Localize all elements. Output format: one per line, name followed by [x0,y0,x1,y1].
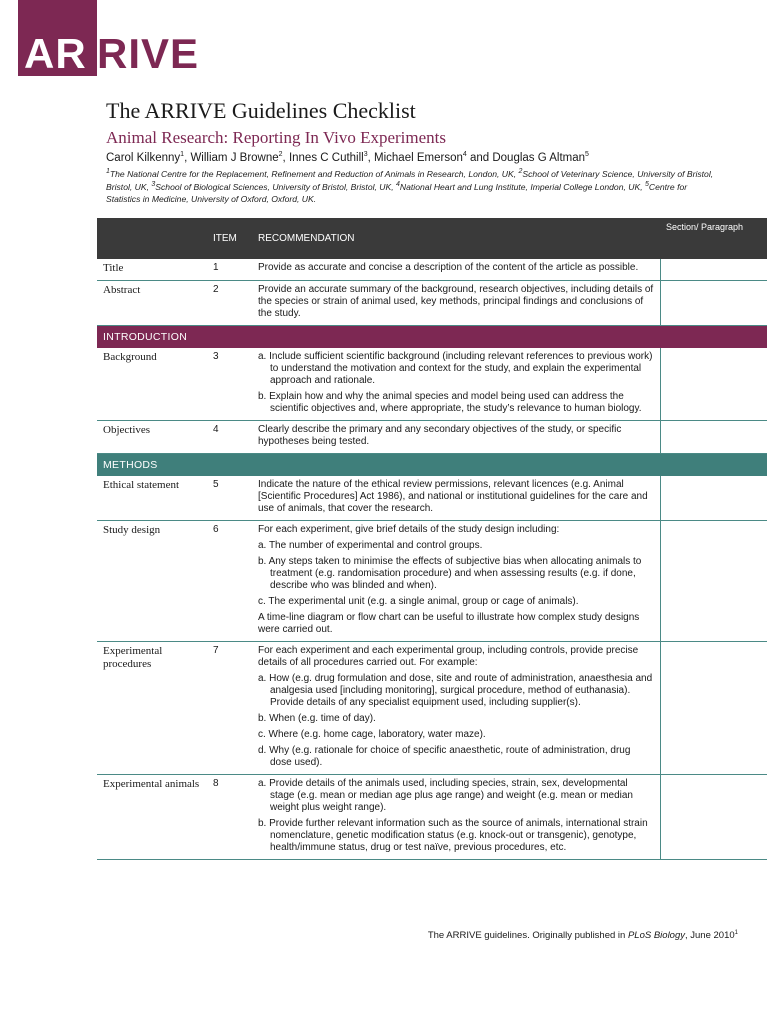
recommendation-subitem: a. How (e.g. drug formulation and dose, site and route of administration, anaesthesia and analgesia used [including monitoring], surgical procedure, method of euthanasia). Provide details of any specialist equipment used, including supplier(s). [258,673,653,708]
affiliation-sup: 5 [644,180,649,188]
section-paragraph-field[interactable] [660,775,767,860]
table-row [97,259,767,281]
row-section: Ethical statement [97,476,207,521]
row-recommendation [252,281,660,326]
footer-citation [428,930,738,941]
section-paragraph-field[interactable] [660,421,767,454]
author-name: Michael Emerson [374,152,463,164]
affiliation-sup: 1 [106,168,110,176]
author-list [106,150,589,166]
author-name: William J Browne [190,152,279,164]
row-section: Background [97,348,207,421]
author-name: Carol Kilkenny [106,152,181,164]
author-name: Douglas G Altman [492,152,586,164]
page-title: The ARRIVE Guidelines Checklist [106,98,416,123]
arrive-logo [18,0,199,76]
header-section [97,218,207,259]
table-body [97,259,767,860]
table-row [97,348,767,421]
author-sep: , [367,152,375,164]
footer-journal: PLoS Biology [627,930,685,941]
row-recommendation [252,259,660,281]
section-paragraph-field[interactable] [660,259,767,281]
author-sup: 4 [462,151,467,159]
section-paragraph-field[interactable] [660,476,767,521]
row-recommendation [252,521,660,642]
footer-date: , June 2010 [685,930,735,941]
recommendation-subitem: a. The number of experimental and control groups. [258,540,483,551]
table-row [97,521,767,642]
row-recommendation [252,421,660,454]
recommendation-subitem: b. Explain how and why the animal species and model being used can address the scientific objectives and, where appropriate, the study’s relevance to human biology. [258,391,642,414]
row-section: Abstract [97,281,207,326]
row-recommendation [252,775,660,860]
recommendation-text: A time-line diagram or flow chart can be useful to illustrate how complex study designs were carried out. [258,612,640,635]
recommendation-subitem: a. Provide details of the animals used, including species, strain, sex, developmental stage (e.g. mean or median age plus age range) and weight (e.g. mean or median weight plus weight range). [258,778,633,813]
footer-sup: 1 [734,929,738,936]
author-sup: 1 [180,151,185,159]
section-band-label: INTRODUCTION [97,326,767,349]
row-section: Objectives [97,421,207,454]
page-subtitle: Animal Research: Reporting In Vivo Experiments [106,128,447,147]
table-row [97,642,767,775]
section-band-intro [97,326,767,349]
checklist-table [97,218,767,860]
footer-text: The ARRIVE guidelines. Originally published in [427,930,628,941]
row-item-number: 4 [207,421,252,454]
affiliation-text: National Heart and Lung Institute, Imperial College London, UK, [399,181,645,192]
section-paragraph-field[interactable] [660,281,767,326]
table-header-row [97,218,767,259]
affiliation-text: School of Veterinary Science, University of Bristol, Bristol, UK, [106,169,714,192]
recommendation-subitem: b. When (e.g. time of day). [258,713,376,724]
recommendation-text: Provide as accurate and concise a description of the content of the article as possible. [258,262,639,273]
row-section: Title [97,259,207,281]
affiliation-sup: 4 [396,180,400,188]
affiliations [106,168,716,206]
section-paragraph-field[interactable] [660,521,767,642]
row-section: Study design [97,521,207,642]
section-paragraph-field[interactable] [660,348,767,421]
author-sup: 2 [278,151,283,159]
affiliation-sup: 2 [518,168,523,176]
row-recommendation [252,642,660,775]
row-item-number: 8 [207,775,252,860]
recommendation-subitem: b. Provide further relevant information such as the source of animals, international strain nomenclature, genetic modification status (e.g. knock-out or transgenic), genotype, health/immune status, drug or test naïve, previous procedures, etc. [258,818,648,853]
row-section: Experimental animals [97,775,207,860]
section-band-methods [97,454,767,477]
affiliation-sup: 3 [151,180,156,188]
recommendation-subitem: a. Include sufficient scientific background (including relevant references to previous work) to understand the motivation and context for the study, and explain the experimental approach and rationale. [258,351,653,386]
affiliation-text: School of Biological Sciences, University of Bristol, Bristol, UK, [155,181,396,192]
recommendation-subitem: d. Why (e.g. rationale for choice of specific anaesthetic, route of administration, drug dose used). [258,745,631,768]
header-recommendation: RECOMMENDATION [252,218,660,259]
row-recommendation [252,348,660,421]
table-row [97,421,767,454]
row-recommendation [252,476,660,521]
table-row [97,281,767,326]
table-row [97,476,767,521]
author-name: Innes C Cuthill [288,152,364,164]
row-item-number: 2 [207,281,252,326]
row-item-number: 3 [207,348,252,421]
header-item: ITEM [207,218,252,259]
author-sep: and [466,152,493,164]
recommendation-text: For each experiment and each experimental group, including controls, provide precise details of all procedures carried out. For example: [258,645,639,668]
recommendation-text: Provide an accurate summary of the background, research objectives, including details of the species or strain of animal used, key methods, principal findings and conclusions of the study. [258,284,654,319]
logo-rive: RIVE [97,30,200,77]
author-sep: , [184,152,191,164]
section-paragraph-field[interactable] [660,642,767,775]
row-item-number: 5 [207,476,252,521]
author-sup: 3 [363,151,368,159]
table-row [97,775,767,860]
row-item-number: 1 [207,259,252,281]
logo-ar: AR [18,0,97,76]
row-item-number: 6 [207,521,252,642]
recommendation-subitem: c. The experimental unit (e.g. a single animal, group or cage of animals). [258,596,579,607]
recommendation-text: For each experiment, give brief details of the study design including: [258,524,560,535]
row-item-number: 7 [207,642,252,775]
affiliation-text: Centre for Statistics in Medicine, University of Oxford, Oxford, UK. [106,181,688,204]
recommendation-subitem: b. Any steps taken to minimise the effects of subjective bias when allocating animals to treatment (e.g. randomisation procedure) and when assessing results (e.g. if done, describe who was blinded and when). [258,556,642,591]
recommendation-text: Clearly describe the primary and any secondary objectives of the study, or specific hypotheses being tested. [258,424,622,447]
author-sup: 5 [585,151,589,159]
section-band-label: METHODS [97,454,767,477]
recommendation-text: Indicate the nature of the ethical review permissions, relevant licences (e.g. Animal [Scientific Procedures] Act 1986), and national or institutional guidelines for the care and use of animals, that cover the research. [258,479,648,514]
row-section: Experimental procedures [97,642,207,775]
affiliation-text: The National Centre for the Replacement, Refinement and Reduction of Animals in Research, London, UK, [109,169,519,179]
header-section-paragraph: Section/ Paragraph [660,218,767,259]
recommendation-subitem: c. Where (e.g. home cage, laboratory, water maze). [258,729,486,740]
author-sep: , [282,152,289,164]
